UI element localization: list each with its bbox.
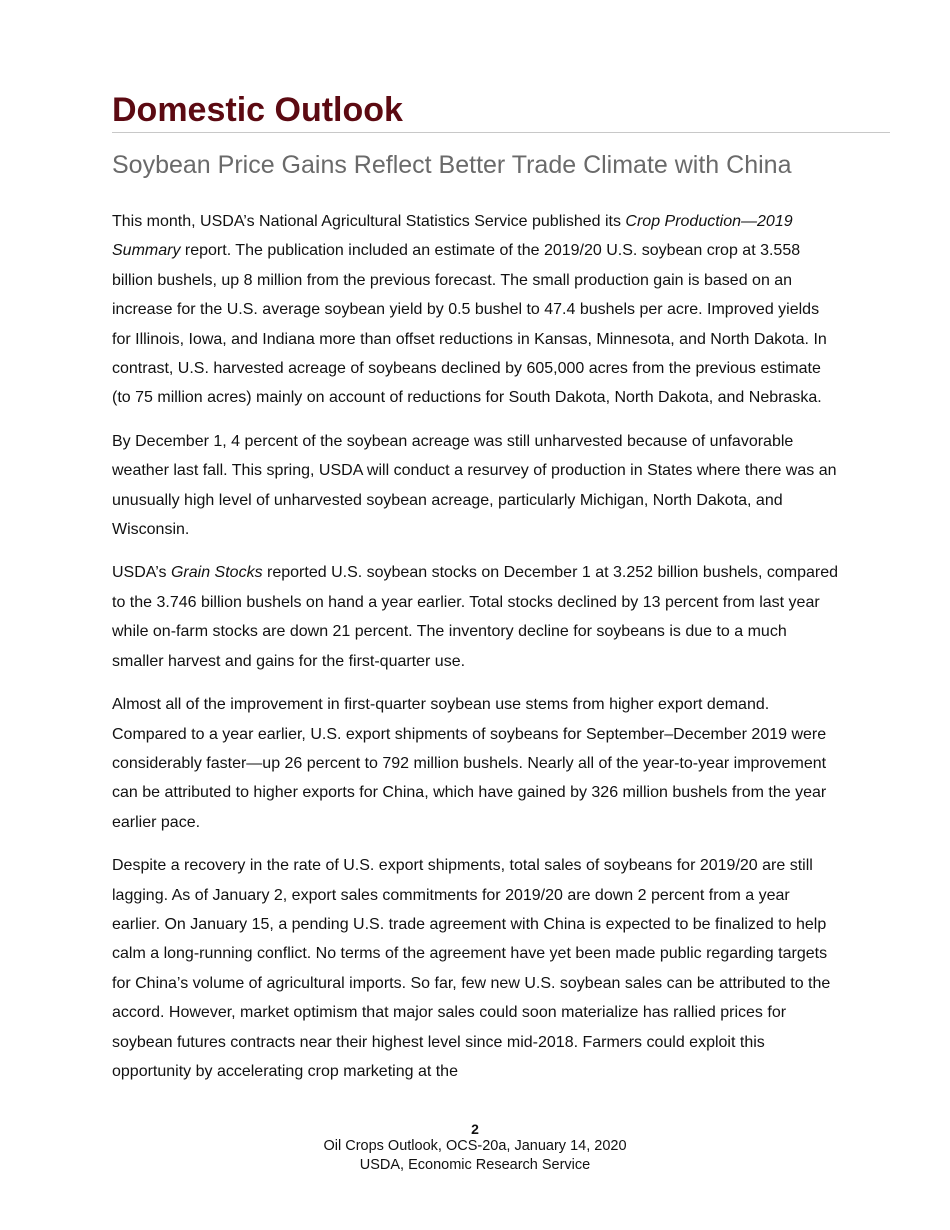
- paragraph-trade-agreement: Despite a recovery in the rate of U.S. export shipments, total sales of soybeans for 2019/20 are still lagging. As of January 2, export sales commitments for 2019/20 are down 2 percent from a year earlier. On January 15, a pending U.S. trade agreement with China is expected to be finalized to help calm a long-running conflict. No terms of the agreement have yet been made public regarding targets for China’s volume of agricultural imports. So far, few new U.S. soybean sales can be attributed to the accord. However, market optimism that major sales could soon materialize has rallied prices for soybean futures contracts near their highest level since mid-2018. Farmers could exploit this opportunity by accelerating crop marketing at the: [112, 857, 831, 1080]
- footer-publication: Oil Crops Outlook, OCS-20a, January 14, 2020: [323, 1138, 627, 1154]
- paragraph-grain-stocks: [112, 558, 840, 676]
- footer-agency: USDA, Economic Research Service: [359, 1157, 591, 1173]
- paragraph-export-demand: Almost all of the improvement in first-quarter soybean use stems from higher export demand. Compared to a year earlier, U.S. export shipments of soybeans for September–December 2019 were considerably faster—up 26 percent to 792 million bushels. Nearly all of the year-to-year improvement can be attributed to higher exports for China, which have gained by 326 million bushels from the year earlier pace.: [112, 696, 827, 831]
- page-heading: Domestic Outlook: [112, 91, 403, 129]
- paragraph-text: report. The publication included an estimate of the 2019/20 U.S. soybean crop at 3.558 billion bushels, up 8 million from the previous forecast. The small production gain is based on an increase for the U.S. average soybean yield by 0.5 bushel to 47.4 bushels per acre. Improved yields for Illinois, Iowa, and Indiana more than offset reductions in Kansas, Minnesota, and North Dakota. In contrast, U.S. harvested acreage of soybeans declined by 605,000 acres from the previous estimate (to 75 million acres) mainly on account of reductions for South Dakota, North Dakota, and Nebraska.: [112, 242, 827, 407]
- paragraph-text: reported U.S. soybean stocks on December 1 at 3.252 billion bushels, compared to the 3.746 billion bushels on hand a year earlier. Total stocks declined by 13 percent from last year while on-farm stocks are down 21 percent. The inventory decline for soybeans is due to a much smaller harvest and gains for the first-quarter use.: [112, 564, 839, 670]
- paragraph-text: USDA’s: [112, 564, 171, 582]
- paragraph-unharvested: By December 1, 4 percent of the soybean acreage was still unharvested because of unfavorable weather last fall. This spring, USDA will conduct a resurvey of production in States where there was an unusually high level of unharvested soybean acreage, particularly Michigan, North Dakota, and Wisconsin.: [112, 432, 837, 539]
- heading-divider: [112, 132, 890, 133]
- paragraph-crop-production: [112, 207, 840, 413]
- report-title-crop-production: Crop Production—2019 Summary: [112, 213, 793, 260]
- report-title-grain-stocks: Grain Stocks: [170, 564, 263, 582]
- article-body: [112, 207, 840, 1100]
- paragraph-text: This month, USDA’s National Agricultural Statistics Service published its: [112, 213, 626, 230]
- article-subheading: Soybean Price Gains Reflect Better Trade Climate with China: [112, 151, 792, 179]
- page-number: 2: [471, 1121, 479, 1137]
